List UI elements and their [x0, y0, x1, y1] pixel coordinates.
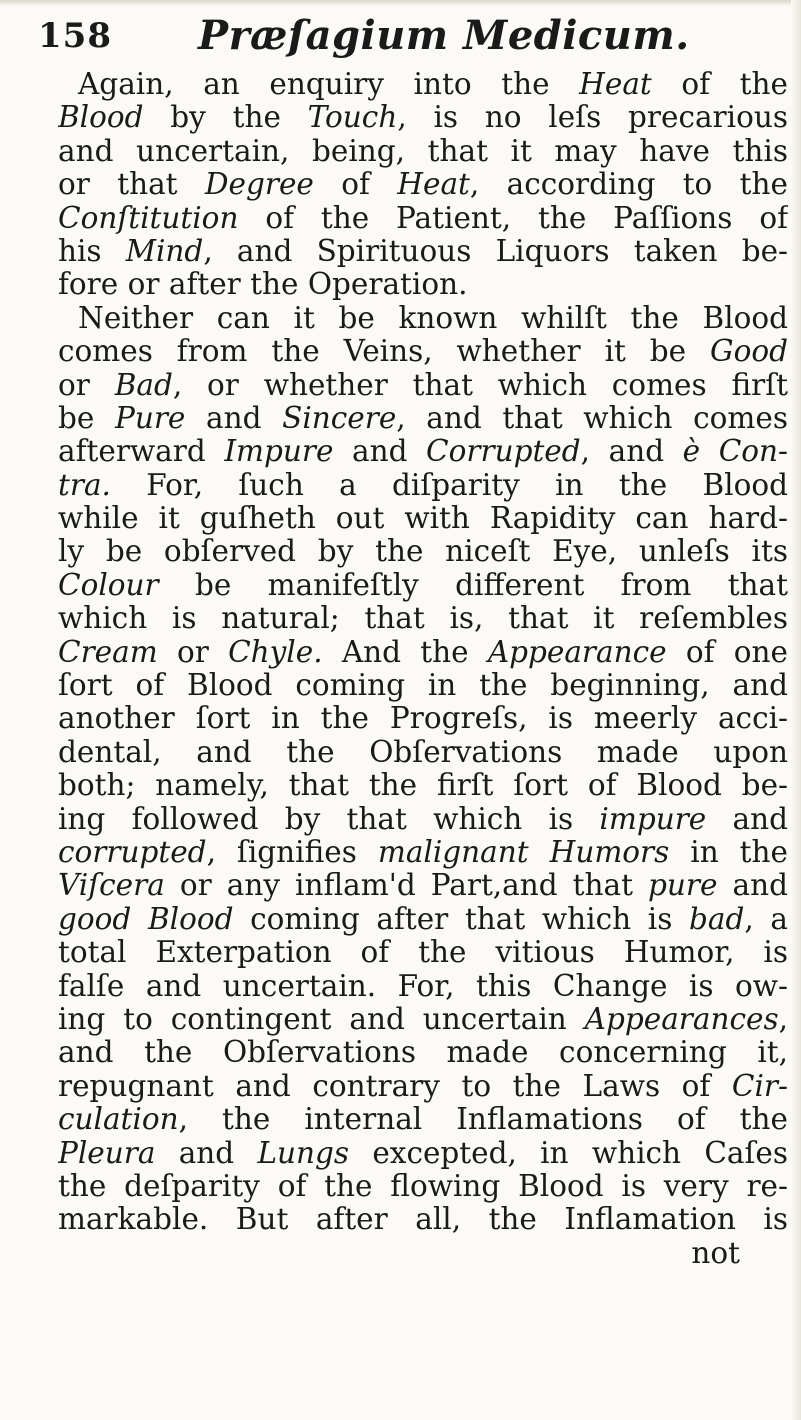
- text-segment: and uncertain, being, that it may have this: [58, 134, 788, 168]
- text-line: [58, 1170, 788, 1203]
- text-segment: , and Spirituous Liquors taken be-: [203, 234, 788, 268]
- text-segment: , and: [580, 435, 683, 469]
- text-line: [58, 702, 788, 735]
- italic-text: Heat: [397, 168, 470, 202]
- text-segment: , a: [744, 902, 788, 936]
- text-segment: and: [706, 802, 788, 836]
- text-line: [58, 669, 788, 702]
- text-line: [58, 602, 788, 635]
- page-right-edge: [791, 0, 801, 1420]
- italic-text: Pure: [114, 401, 186, 435]
- text-line: [58, 369, 788, 402]
- text-line: [58, 869, 788, 902]
- italic-text: Corrupted: [426, 435, 581, 469]
- text-segment: ing followed by that which is: [58, 802, 600, 836]
- text-segment: or any inflam'd Part,and that: [164, 869, 649, 903]
- text-segment: dental, and the Obſervations made upon: [58, 735, 788, 769]
- text-segment: in the: [669, 835, 788, 869]
- text-segment: total Exterpation of the vitious Humor, is: [58, 936, 788, 970]
- text-line: [58, 769, 788, 802]
- text-segment: And the: [322, 635, 488, 669]
- text-segment: another ſort in the Progreſs, is meerly acci-: [58, 702, 788, 736]
- italic-text: Appearance: [487, 635, 667, 669]
- italic-text: malignant Humors: [377, 835, 670, 869]
- text-line: [58, 903, 788, 936]
- text-segment: excepted, in which Caſes: [349, 1136, 788, 1170]
- italic-text: Colour: [58, 568, 159, 602]
- text-segment: be: [58, 401, 115, 435]
- text-segment: or: [58, 368, 115, 402]
- text-segment: afterward: [58, 435, 225, 469]
- text-segment: of: [313, 168, 398, 202]
- text-segment: repugnant and contrary to the Laws of: [58, 1069, 732, 1103]
- text-line: [58, 1070, 788, 1103]
- running-title: Præſagium Medicum.: [198, 12, 690, 59]
- text-line: [58, 469, 788, 502]
- text-segment: both; namely, that the firſt ſort of Blood be-: [58, 769, 788, 803]
- italic-text: Impure: [224, 435, 334, 469]
- text-line: [58, 1003, 788, 1036]
- text-line: [58, 202, 788, 235]
- text-segment: coming after that which is: [233, 902, 690, 936]
- text-segment: and: [333, 435, 427, 469]
- italic-text: Degree: [204, 168, 314, 202]
- text-segment: ing to contingent and uncertain: [58, 1002, 585, 1036]
- text-segment: , is no leſs precarious: [397, 101, 788, 135]
- page-header: [30, 10, 770, 66]
- text-line: [58, 936, 788, 969]
- italic-text: Viſcera: [58, 869, 165, 903]
- text-segment: of the: [651, 68, 788, 101]
- text-segment: comes from the Veins, whether it be: [58, 335, 711, 369]
- text-line: [58, 535, 788, 568]
- italic-text: Sincere: [282, 401, 397, 435]
- text-line: [58, 803, 788, 836]
- text-segment: , according to the: [469, 168, 788, 202]
- text-line: [58, 1103, 788, 1136]
- italic-text: Blood: [58, 101, 144, 135]
- catchword: not: [691, 1236, 740, 1270]
- text-line: [58, 135, 788, 168]
- italic-text: Mind: [125, 234, 204, 268]
- italic-text: Cir-: [731, 1069, 788, 1103]
- text-line: [58, 836, 788, 869]
- italic-text: è Con-: [682, 435, 788, 469]
- text-segment: , ſignifies: [206, 835, 378, 869]
- text-segment: his: [58, 234, 126, 268]
- text-line: [58, 68, 788, 101]
- text-segment: be manifeſtly different from that: [158, 568, 788, 602]
- text-segment: For, ſuch a diſparity in the Blood: [110, 468, 788, 502]
- text-segment: by the: [143, 101, 308, 135]
- text-segment: fore or after the Operation.: [58, 268, 468, 302]
- page-number: 158: [38, 16, 112, 56]
- text-line: [58, 101, 788, 134]
- italic-text: Touch: [307, 101, 398, 135]
- italic-text: Chyle.: [228, 635, 323, 669]
- italic-text: tra.: [58, 468, 111, 502]
- italic-text: Pleura: [58, 1136, 156, 1170]
- page-top-edge: [0, 0, 801, 6]
- text-segment: , the internal Inflamations of the: [178, 1103, 788, 1137]
- text-line: [58, 1203, 788, 1236]
- text-segment: and the Obſervations made concerning it,: [58, 1036, 788, 1070]
- text-segment: and: [717, 869, 788, 903]
- italic-text: Heat: [579, 68, 652, 101]
- text-segment: or: [157, 635, 229, 669]
- text-segment: , and that which comes: [396, 401, 788, 435]
- text-segment: or that: [58, 168, 205, 202]
- text-segment: Again, an enquiry into the: [78, 68, 580, 101]
- italic-text: Bad: [114, 368, 173, 402]
- text-segment: and: [155, 1136, 258, 1170]
- text-segment: of the Patient, the Paſſions of: [238, 201, 788, 235]
- italic-text: pure: [648, 869, 718, 903]
- text-line: [58, 335, 788, 368]
- text-segment: Neither can it be known whilſt the Blood: [78, 301, 788, 335]
- text-segment: ſort of Blood coming in the beginning, and: [58, 669, 788, 703]
- text-segment: of one: [666, 635, 788, 669]
- text-line: [58, 1137, 788, 1170]
- text-line: [58, 268, 788, 301]
- text-line: [58, 736, 788, 769]
- italic-text: Cream: [58, 635, 158, 669]
- text-line: [58, 502, 788, 535]
- text-segment: ,: [778, 1002, 788, 1036]
- text-line: [58, 235, 788, 268]
- text-line: [58, 168, 788, 201]
- italic-text: corrupted: [58, 835, 207, 869]
- italic-text: Conſtitution: [58, 201, 239, 235]
- italic-text: Appearances: [584, 1002, 779, 1036]
- text-line: [58, 1036, 788, 1069]
- text-segment: the deſparity of the flowing Blood is very re-: [58, 1169, 788, 1203]
- text-segment: markable. But after all, the Inflamation is: [58, 1203, 788, 1237]
- italic-text: good Blood: [58, 902, 234, 936]
- text-segment: falſe and uncertain. For, this Change is ow-: [58, 969, 788, 1003]
- text-segment: ly be obſerved by the niceſt Eye, unleſs its: [58, 535, 788, 569]
- text-line: [58, 569, 788, 602]
- text-line: [58, 402, 788, 435]
- italic-text: impure: [599, 802, 707, 836]
- text-segment: and: [185, 401, 283, 435]
- italic-text: Good: [710, 335, 788, 369]
- text-segment: , or whether that which comes firſt: [172, 368, 788, 402]
- italic-text: culation: [58, 1103, 179, 1137]
- text-segment: while it guſheth out with Rapidity can hard-: [58, 502, 788, 536]
- text-line: [58, 636, 788, 669]
- text-line: [58, 302, 788, 335]
- text-line: [58, 435, 788, 468]
- text-line: [58, 970, 788, 1003]
- text-segment: which is natural; that is, that it reſembles: [58, 602, 788, 636]
- italic-text: Lungs: [257, 1136, 350, 1170]
- italic-text: bad: [689, 902, 745, 936]
- body-text: [58, 68, 788, 1270]
